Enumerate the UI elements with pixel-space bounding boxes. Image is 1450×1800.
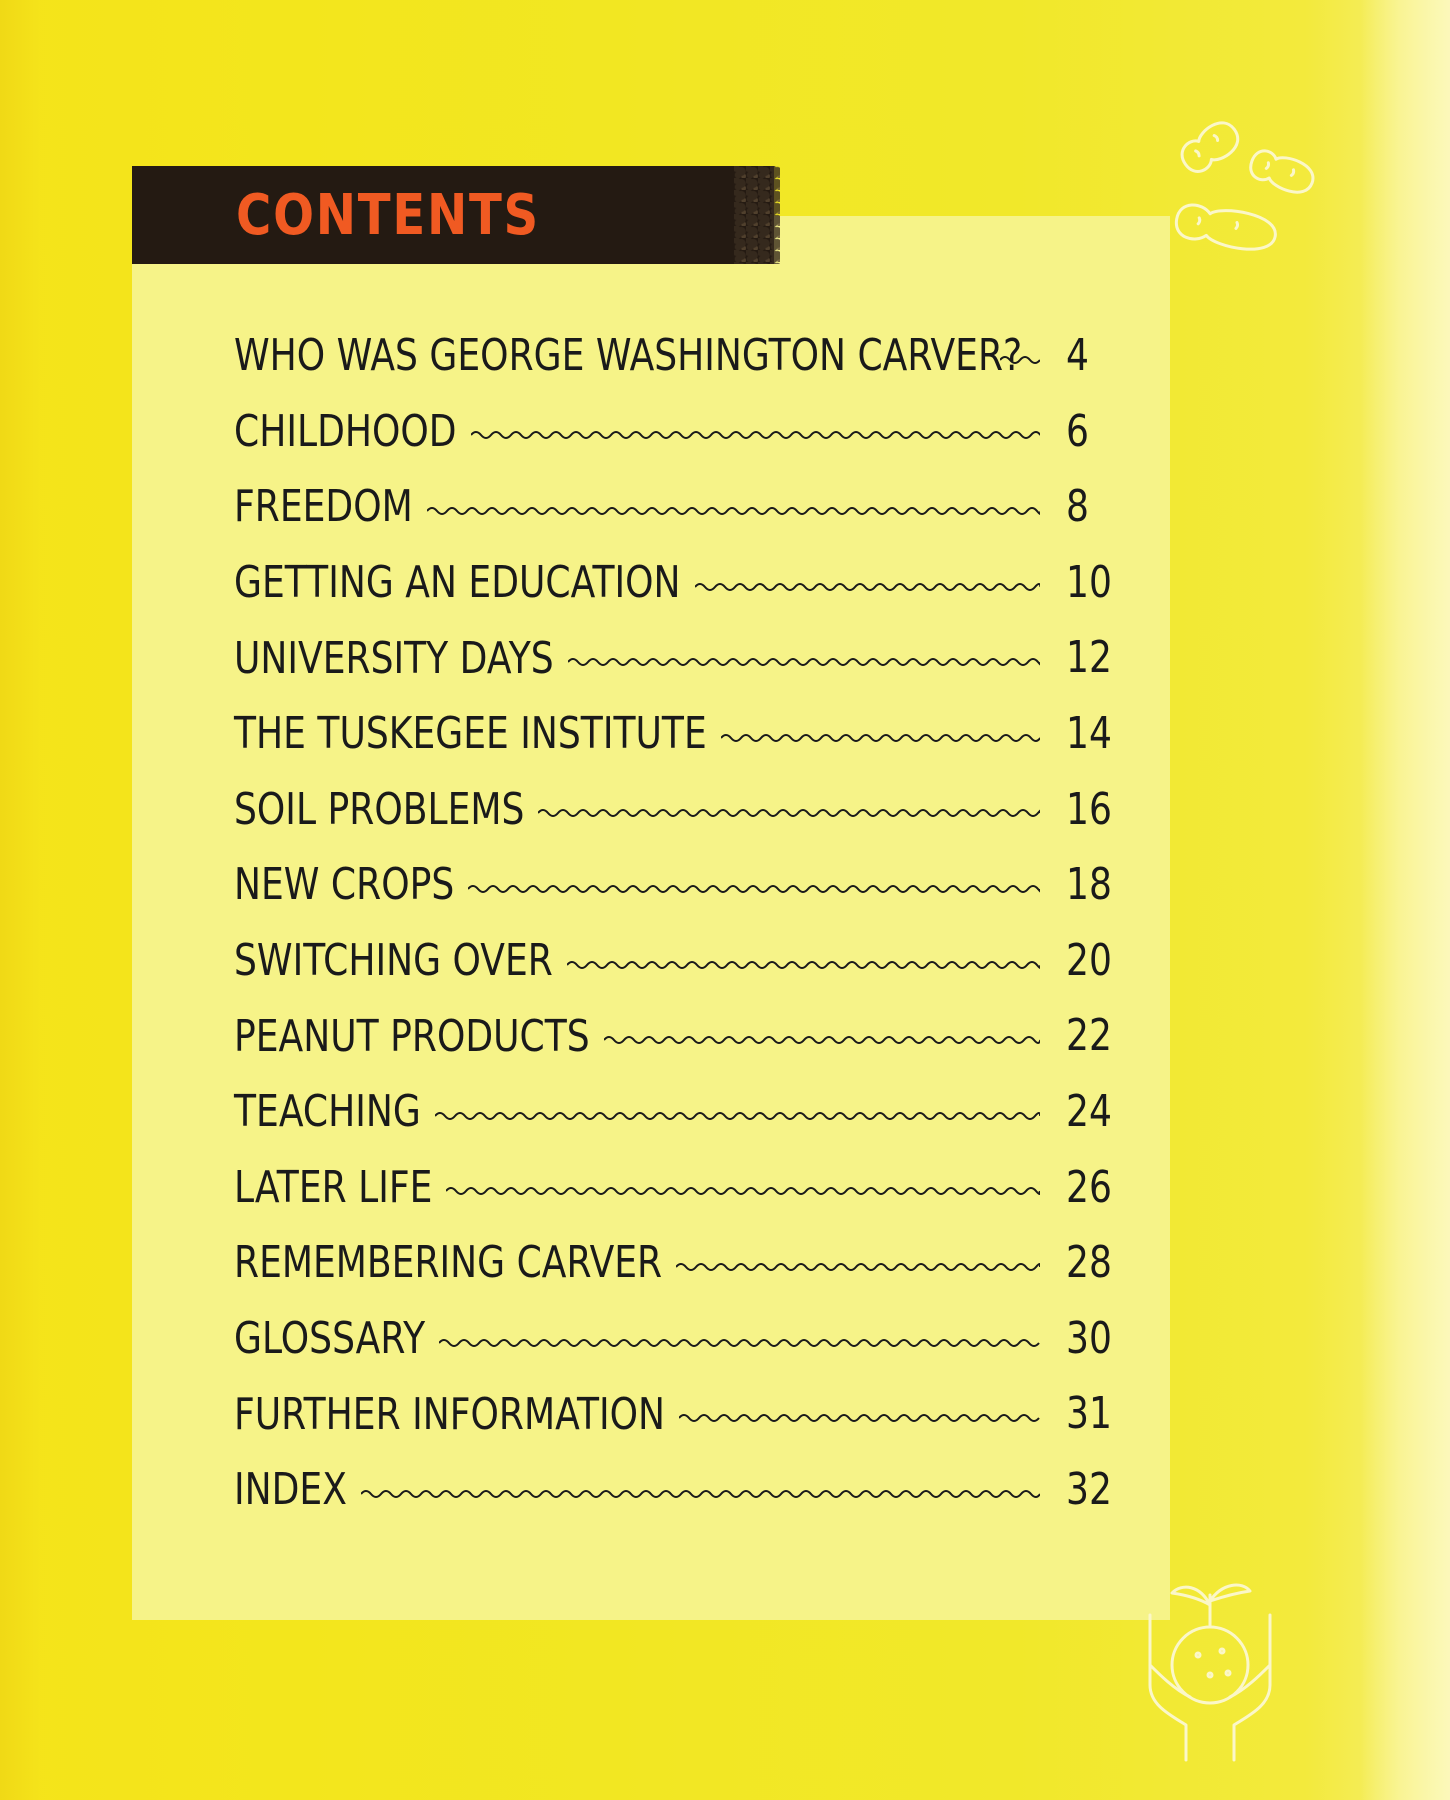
toc-entry-page-number: 14 bbox=[1066, 707, 1112, 759]
toc-entry-title: PEANUT PRODUCTS bbox=[234, 1010, 590, 1062]
toc-entry bbox=[234, 998, 1114, 1074]
dot-leader-wave bbox=[679, 1411, 1040, 1425]
page-edge-shadow bbox=[0, 0, 40, 1800]
header-rough-edge bbox=[734, 166, 780, 264]
dot-leader-wave bbox=[439, 1336, 1040, 1350]
toc-entry-page-number: 31 bbox=[1066, 1388, 1112, 1440]
toc-entry-title: GETTING AN EDUCATION bbox=[234, 557, 681, 609]
toc-entry bbox=[234, 394, 1114, 470]
toc-entry-page-number: 4 bbox=[1066, 330, 1089, 381]
toc-entry-title: NEW CROPS bbox=[234, 859, 455, 911]
toc-entry-page-number: 26 bbox=[1066, 1161, 1112, 1213]
dot-leader-wave bbox=[676, 1260, 1040, 1274]
toc-entry-page-number: 30 bbox=[1066, 1312, 1112, 1364]
page-edge-texture bbox=[1360, 0, 1450, 1800]
dot-leader-wave bbox=[604, 1033, 1040, 1047]
hands-holding-seedling-icon bbox=[1130, 1555, 1290, 1765]
toc-entry bbox=[234, 1074, 1114, 1150]
dot-leader-wave bbox=[567, 958, 1040, 972]
dot-leader-wave bbox=[435, 1109, 1040, 1123]
dot-leader-wave bbox=[468, 882, 1040, 896]
toc-entry-title: LATER LIFE bbox=[234, 1161, 433, 1213]
toc-entry-page-number: 8 bbox=[1066, 481, 1089, 533]
table-of-contents bbox=[234, 318, 1114, 1528]
dot-leader-wave bbox=[538, 806, 1040, 820]
toc-entry-title: REMEMBERING CARVER bbox=[234, 1237, 663, 1289]
toc-entry-title: THE TUSKEGEE INSTITUTE bbox=[234, 708, 707, 760]
dot-leader-wave bbox=[695, 580, 1040, 594]
dot-leader-wave bbox=[568, 655, 1040, 669]
toc-entry bbox=[234, 847, 1114, 923]
dot-leader-wave bbox=[361, 1487, 1040, 1501]
toc-entry bbox=[234, 318, 1114, 394]
toc-entry bbox=[234, 545, 1114, 621]
toc-entry-title: SOIL PROBLEMS bbox=[234, 783, 525, 835]
toc-entry-title: INDEX bbox=[234, 1464, 347, 1516]
toc-entry bbox=[234, 1150, 1114, 1226]
dot-leader-wave bbox=[446, 1184, 1040, 1198]
toc-entry bbox=[234, 772, 1114, 848]
dot-leader-wave bbox=[721, 731, 1040, 745]
toc-entry-title: FURTHER INFORMATION bbox=[234, 1388, 666, 1440]
contents-heading: CONTENTS bbox=[236, 183, 540, 248]
toc-entry-page-number: 18 bbox=[1066, 859, 1112, 911]
toc-entry-page-number: 16 bbox=[1066, 783, 1112, 835]
toc-entry-page-number: 10 bbox=[1066, 556, 1112, 608]
dot-leader-wave bbox=[427, 504, 1040, 518]
toc-entry bbox=[234, 1301, 1114, 1377]
dot-leader-wave bbox=[471, 428, 1040, 442]
toc-entry-page-number: 6 bbox=[1066, 405, 1089, 457]
toc-entry-page-number: 24 bbox=[1066, 1085, 1112, 1137]
toc-entry-title: CHILDHOOD bbox=[234, 405, 457, 457]
toc-entry bbox=[234, 469, 1114, 545]
toc-entry bbox=[234, 1376, 1114, 1452]
toc-entry bbox=[234, 620, 1114, 696]
toc-entry bbox=[234, 1452, 1114, 1528]
toc-entry bbox=[234, 923, 1114, 999]
toc-entry-page-number: 20 bbox=[1066, 934, 1112, 986]
peanuts-icon bbox=[1162, 102, 1332, 272]
dot-leader-wave bbox=[1000, 353, 1040, 367]
toc-entry-title: SWITCHING OVER bbox=[234, 935, 553, 987]
toc-entry-title: UNIVERSITY DAYS bbox=[234, 632, 554, 684]
toc-entry-page-number: 22 bbox=[1066, 1010, 1112, 1062]
toc-entry bbox=[234, 1225, 1114, 1301]
toc-entry-page-number: 12 bbox=[1066, 632, 1112, 684]
toc-entry-title: FREEDOM bbox=[234, 481, 413, 533]
toc-entry bbox=[234, 696, 1114, 772]
toc-entry-page-number: 28 bbox=[1066, 1237, 1112, 1289]
toc-entry-page-number: 32 bbox=[1066, 1463, 1112, 1515]
toc-entry-title: WHO WAS GEORGE WASHINGTON CARVER? bbox=[234, 330, 1023, 382]
toc-entry-title: GLOSSARY bbox=[234, 1313, 426, 1365]
toc-entry-title: TEACHING bbox=[234, 1086, 421, 1138]
